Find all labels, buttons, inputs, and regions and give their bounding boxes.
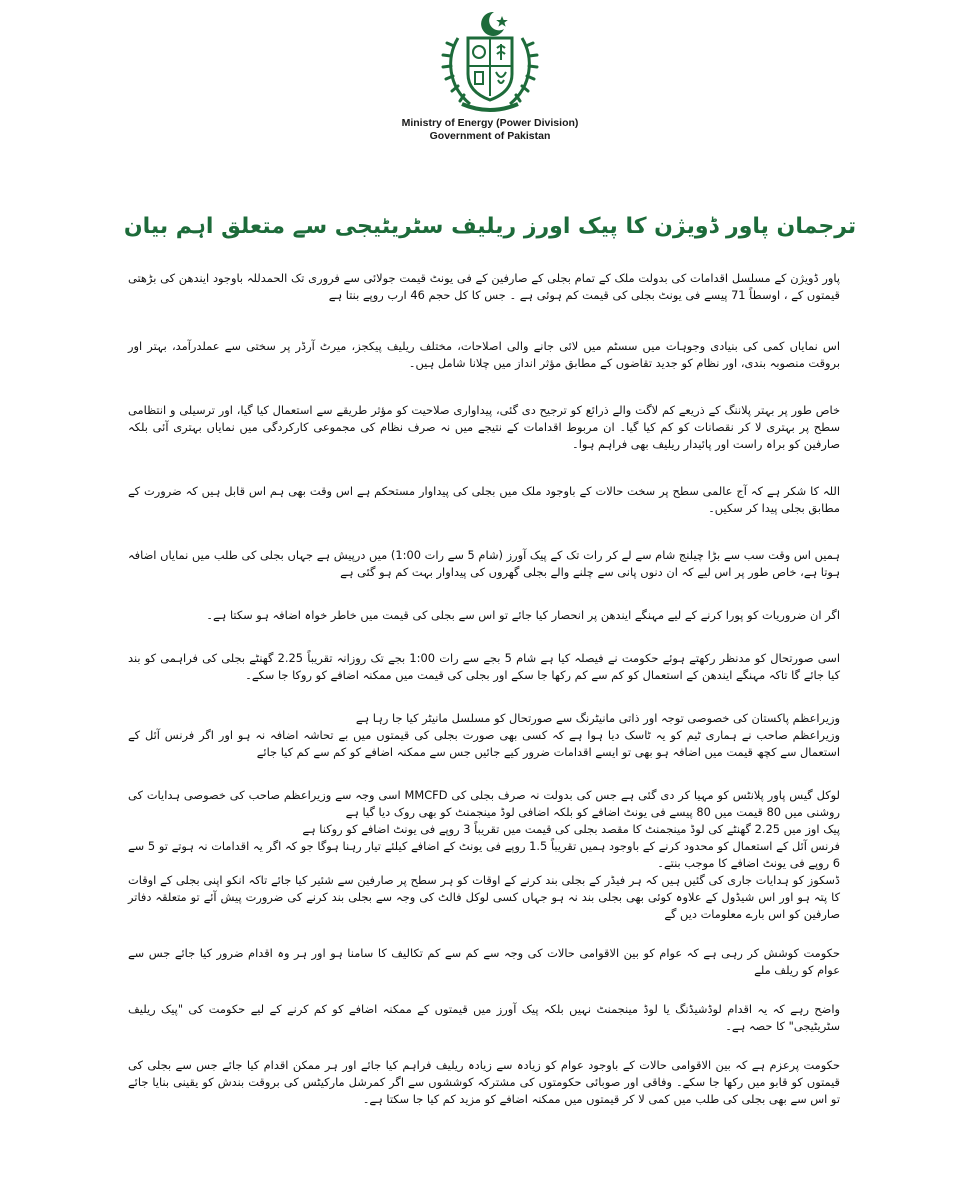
letterhead xyxy=(0,0,980,150)
ministry-name xyxy=(0,117,980,143)
paragraph-5: ہمیں اس وقت سب سے بڑا چیلنج شام سے لے کر رات تک کے پیک آورز (شام 5 سے رات 1:00) میں درپیش ہے جہاں بجلی کی طلب میں نمایاں اضافہ ہوتا ہے، خاص طور پر اس لیے کہ ان دنوں پانی سے چلنے والے بجلی گھروں کی پیداوار بہت کم ہو گئی ہے xyxy=(128,548,840,579)
paragraph-11: واضح رہے کہ یہ اقدام لوڈشیڈنگ یا لوڈ مینجمنٹ نہیں بلکہ پیک آورز میں قیمتوں کے ممکنہ اضافے کو کم کرنے کے لیے حکومت کی "پیک ریلیف سٹریٹیجی" کا حصہ ہے۔ xyxy=(128,1002,840,1033)
paragraph-4: اللہ کا شکر ہے کہ آج عالمی سطح پر سخت حالات کے باوجود ملک میں بجلی کی پیداوار مستحکم ہے اس وقت بھی ہم اس قابل ہیں کہ ضرورت کے مطابق بجلی پیدا کر سکیں۔ xyxy=(128,484,840,515)
government-line: Government of Pakistan xyxy=(429,130,551,142)
paragraph-3: خاص طور پر بہتر پلاننگ کے ذریعے کم لاگت والے ذرائع کو ترجیح دی گئی، پیداواری صلاحیت کو مؤثر طریقے سے استعمال کیا گیا، اور ترسیلی و انتظامی سطح پر بہتری لا کر نقصانات کو کم کیا گیا۔ ان مربوط اقدامات کے نتیجے میں نہ صرف نظام کی مجموعی کارکردگی میں نمایاں بہتری آئی بلکہ صارفین کو براہ راست اور پائیدار ریلیف بھی فراہم ہوا۔ xyxy=(128,403,840,451)
paragraph-12: حکومت پرعزم ہے کہ بین الاقوامی حالات کے باوجود عوام کو زیادہ سے زیادہ ریلیف فراہم کیا جائے اور ہر ممکن اقدام کیا جائے جس سے بجلی کی قیمتوں کو قابو میں رکھا جا سکے۔ وفاقی اور صوبائی حکومتوں کی مشترکہ کوششوں سے اگر کمرشل مارکیٹس کی بروقت بندش کو یقینی بنایا جائے تو اس سے بھی بجلی کی طلب میں کمی لا کر قیمتوں میں ممکنہ اضافے کو مزید کم کیا جا سکتا ہے۔ xyxy=(128,1058,840,1106)
pakistan-state-emblem-icon xyxy=(440,8,540,113)
paragraph-9: لوکل گیس پاور پلانٹس کو مہیا کر دی گئی ہے جس کی بدولت نہ صرف بجلی کی MMCFD اسی وجہ سے وزیراعظم صاحب کی خصوصی ہدایات کی روشنی میں 80 قیمت میں 80 پیسے فی یونٹ اضافے کو بلکہ اضافی لوڈ مینجمنٹ کو بھی روک دیا گیا ہے پیک اوز میں 2.25 گھنٹے کی لوڈ مینجمنٹ کا مقصد بجلی کی قیمت میں تقریباً 3 روپے فی یونٹ اضافے کو روکنا ہے فرنس آئل کے استعمال کو محدود کرنے کے باوجود ہمیں تقریباً 1.5 روپے فی یونٹ کے اضافے کیلئے تیار رہنا ہوگا جو کہ اگر یہ اقدامات نہ ہوتے تو 5 سے 6 روپے فی یونٹ اضافے کا موجب بنتے۔ ڈسکوز کو ہدایات جاری کی گئیں ہیں کہ ہر فیڈر کے بجلی بند کرنے کے اوقات کو ہر سطح پر صارفین سے شئیر کیا جائے تاکہ انکو اپنی بجلی کے اوقات کا پتہ ہو اور اس شیڈول کے علاوہ کوئی بھی بجلی بند نہ ہو جہاں کسی لوکل فالٹ کی وجہ سے بجلی بند کرنے کی ضرورت پیش آئے تو متعلقہ دفاتر صارفین کو اس بارے معلومات دیں گے xyxy=(128,788,841,921)
paragraph-6: اگر ان ضروریات کو پورا کرنے کے لیے مہنگے ایندھن پر انحصار کیا جائے تو اس سے بجلی کی قیمت میں خاطر خواہ اضافہ ہو سکتا ہے۔ xyxy=(206,608,840,622)
statement-title: ترجمان پاور ڈویژن کا پیک اورز ریلیف سٹریٹیجی سے متعلق اہم بیان xyxy=(123,214,857,239)
paragraph-10: حکومت کوشش کر رہی ہے کہ عوام کو بین الاقوامی حالات کی وجہ سے کم سے کم تکالیف کا سامنا ہو اور ہر وہ اقدام ضرور کیا جائے جس سے عوام کو ریلف ملے xyxy=(128,946,840,977)
statement-body xyxy=(128,270,840,1108)
ministry-line: Ministry of Energy (Power Division) xyxy=(401,117,579,129)
paragraph-8: وزیراعظم پاکستان کی خصوصی توجہ اور ذاتی مانیٹرنگ سے صورتحال کو مسلسل مانیٹر کیا جا رہا ہے وزیراعظم صاحب نے ہماری ٹیم کو یہ ٹاسک دیا ہوا ہے کہ کسی بھی صورت بجلی کی قیمتوں میں بے تحاشہ اضافہ نہ ہو اور اگر فرنس آئل کے استعمال سے کچھ قیمت میں اضافہ ہو بھی تو ایسے اقدامات ضرور کیے جائیں جس سے ممکنہ اضافے کو کم سے کم کیا جائے xyxy=(128,711,840,759)
paragraph-2: اس نمایاں کمی کی بنیادی وجوہات میں سسٹم میں لائی جانے والی اصلاحات، مختلف ریلیف پیکجز، میرٹ آرڈر پر سختی سے عملدرآمد، بہتر اور بروقت منصوبہ بندی، اور نظام کو جدید تقاضوں کے مطابق مؤثر انداز میں چلانا شامل ہیں۔ xyxy=(128,339,840,370)
paragraph-1: پاور ڈویژن کے مسلسل اقدامات کی بدولت ملک کے تمام بجلی کے صارفین کے فی یونٹ قیمت جولائی سے فروری تک الحمدللہ باوجود ایندھن کی بڑھتی قیمتوں کے ، اوسطاً 71 پیسے فی یونٹ بجلی کی قیمت کم ہوئی ہے ۔ جس کا کل حجم 46 ارب روپے بنتا ہے xyxy=(128,271,840,302)
paragraph-7: اسی صورتحال کو مدنظر رکھتے ہوئے حکومت نے فیصلہ کیا ہے شام 5 بجے سے رات 1:00 بجے تک روزانہ تقریباً 2.25 گھنٹے بجلی کی فراہمی کو بند کیا جائے گا تاکہ مہنگے ایندھن کے استعمال کو کم سے کم رکھا جا سکے اور بجلی کی قیمت میں ممکنہ اضافے کو روکا جا سکے۔ xyxy=(128,651,840,682)
